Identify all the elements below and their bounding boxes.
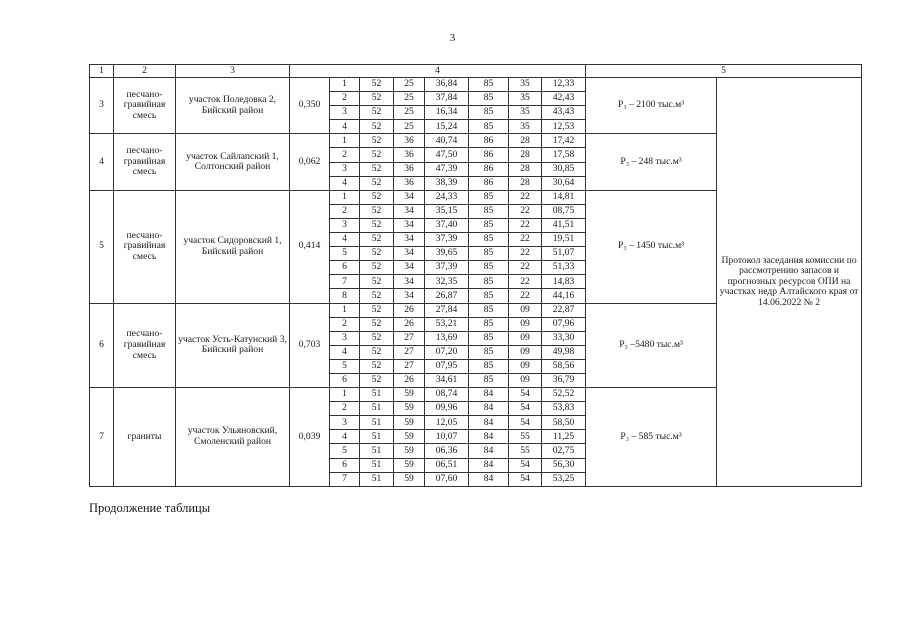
coordinate-cell: 25 [394, 120, 425, 134]
coordinate-cell: 37,84 [425, 92, 469, 106]
coordinate-cell: 85 [469, 359, 509, 373]
site-name: участок Поледовка 2, Бийский район [176, 78, 290, 134]
coordinate-cell: 1 [330, 190, 360, 204]
coordinate-cell: 09,96 [425, 402, 469, 416]
coordinate-cell: 26 [394, 317, 425, 331]
coordinate-cell: 53,25 [542, 472, 586, 486]
coordinate-cell: 52 [360, 162, 394, 176]
coordinate-cell: 19,51 [542, 233, 586, 247]
coordinate-cell: 84 [469, 388, 509, 402]
coordinate-cell: 52 [360, 176, 394, 190]
coordinate-cell: 06,51 [425, 458, 469, 472]
coordinate-cell: 84 [469, 458, 509, 472]
coordinate-cell: 28 [509, 162, 542, 176]
mineral-type: песчано-гравийная смесь [114, 303, 176, 388]
coordinate-cell: 47,50 [425, 148, 469, 162]
coordinate-cell: 53,83 [542, 402, 586, 416]
coordinate-cell: 37,40 [425, 218, 469, 232]
coordinate-cell: 51 [360, 430, 394, 444]
coordinate-cell: 39,65 [425, 247, 469, 261]
coordinate-cell: 13,69 [425, 331, 469, 345]
coordinate-cell: 85 [469, 261, 509, 275]
coordinate-cell: 34 [394, 275, 425, 289]
coordinate-cell: 85 [469, 289, 509, 303]
header-cell: 4 [290, 65, 586, 78]
coordinate-cell: 54 [509, 388, 542, 402]
coordinate-cell: 32,35 [425, 275, 469, 289]
coordinate-cell: 12,05 [425, 416, 469, 430]
coordinate-cell: 28 [509, 148, 542, 162]
coordinate-cell: 3 [330, 162, 360, 176]
coordinate-cell: 44,16 [542, 289, 586, 303]
site-name: участок Усть-Катунский 3, Бийский район [176, 303, 290, 388]
coordinate-cell: 12,53 [542, 120, 586, 134]
coordinate-cell: 22 [509, 218, 542, 232]
coordinate-cell: 09 [509, 303, 542, 317]
coordinate-cell: 6 [330, 261, 360, 275]
coordinate-cell: 1 [330, 303, 360, 317]
coordinate-cell: 28 [509, 176, 542, 190]
coordinate-cell: 37,39 [425, 261, 469, 275]
coordinate-cell: 85 [469, 345, 509, 359]
coordinate-cell: 24,33 [425, 190, 469, 204]
coordinate-cell: 42,43 [542, 92, 586, 106]
coordinate-cell: 5 [330, 444, 360, 458]
coordinate-cell: 7 [330, 472, 360, 486]
coordinate-cell: 86 [469, 148, 509, 162]
coordinate-cell: 86 [469, 162, 509, 176]
coordinate-cell: 59 [394, 458, 425, 472]
coordinate-cell: 1 [330, 388, 360, 402]
coordinate-cell: 26 [394, 303, 425, 317]
coordinate-cell: 55 [509, 444, 542, 458]
coordinate-cell: 07,60 [425, 472, 469, 486]
coordinate-cell: 37,39 [425, 233, 469, 247]
coordinate-cell: 52 [360, 190, 394, 204]
coordinate-cell: 2 [330, 148, 360, 162]
coordinate-cell: 36 [394, 176, 425, 190]
coordinate-cell: 14,81 [542, 190, 586, 204]
coordinate-cell: 36 [394, 134, 425, 148]
coordinate-cell: 85 [469, 106, 509, 120]
coordinate-cell: 52 [360, 247, 394, 261]
coordinate-cell: 51 [360, 388, 394, 402]
coordinate-cell: 84 [469, 472, 509, 486]
coordinate-cell: 3 [330, 331, 360, 345]
coordinate-cell: 30,64 [542, 176, 586, 190]
resource-estimate: P₃ – 1450 тыс.м³ [586, 190, 717, 303]
coordinate-cell: 26,87 [425, 289, 469, 303]
resources-table [89, 64, 862, 487]
coordinate-cell: 41,51 [542, 218, 586, 232]
coordinate-cell: 85 [469, 218, 509, 232]
coordinate-cell: 4 [330, 120, 360, 134]
coordinate-cell: 85 [469, 120, 509, 134]
coordinate-cell: 52 [360, 373, 394, 387]
coordinate-cell: 58,50 [542, 416, 586, 430]
coordinate-cell: 2 [330, 317, 360, 331]
coordinate-cell: 16,34 [425, 106, 469, 120]
coordinate-cell: 52 [360, 359, 394, 373]
coordinate-cell: 25 [394, 106, 425, 120]
coordinate-cell: 27 [394, 359, 425, 373]
coordinate-cell: 85 [469, 78, 509, 92]
coordinate-cell: 06,36 [425, 444, 469, 458]
coordinate-cell: 2 [330, 204, 360, 218]
coordinate-cell: 1 [330, 78, 360, 92]
coordinate-cell: 54 [509, 402, 542, 416]
coordinate-cell: 85 [469, 92, 509, 106]
coordinate-cell: 5 [330, 359, 360, 373]
coordinate-cell: 85 [469, 275, 509, 289]
coordinate-cell: 1 [330, 134, 360, 148]
coordinate-cell: 86 [469, 176, 509, 190]
coordinate-cell: 52 [360, 148, 394, 162]
coordinate-cell: 47,39 [425, 162, 469, 176]
coordinate-cell: 84 [469, 430, 509, 444]
coordinate-cell: 02,75 [542, 444, 586, 458]
coordinate-cell: 30,85 [542, 162, 586, 176]
coordinate-cell: 36 [394, 148, 425, 162]
coordinate-cell: 35,15 [425, 204, 469, 218]
coordinate-cell: 22 [509, 190, 542, 204]
continuation-note: Продолжение таблицы [89, 501, 211, 515]
coordinate-cell: 36,84 [425, 78, 469, 92]
header-cell: 2 [114, 65, 176, 78]
coordinate-cell: 08,75 [542, 204, 586, 218]
coordinate-cell: 07,96 [542, 317, 586, 331]
coordinate-cell: 4 [330, 176, 360, 190]
page-number: 3 [449, 32, 456, 44]
coordinate-cell: 35 [509, 106, 542, 120]
coordinate-cell: 56,30 [542, 458, 586, 472]
coordinate-cell: 59 [394, 430, 425, 444]
coordinate-cell: 84 [469, 416, 509, 430]
coordinate-cell: 35 [509, 78, 542, 92]
coordinate-cell: 34 [394, 289, 425, 303]
coordinate-cell: 52 [360, 92, 394, 106]
coordinate-cell: 09 [509, 317, 542, 331]
coordinate-cell: 55 [509, 430, 542, 444]
coordinate-cell: 3 [330, 218, 360, 232]
coordinate-cell: 52 [360, 275, 394, 289]
coordinate-cell: 36 [394, 162, 425, 176]
coordinate-cell: 07,20 [425, 345, 469, 359]
coordinate-cell: 4 [330, 233, 360, 247]
coordinate-cell: 34 [394, 204, 425, 218]
coordinate-cell: 52 [360, 331, 394, 345]
header-row [90, 65, 862, 78]
coordinate-cell: 22 [509, 261, 542, 275]
coordinate-cell: 28 [509, 134, 542, 148]
coordinate-cell: 52 [360, 345, 394, 359]
site-area: 0,350 [290, 78, 330, 134]
resource-estimate: P₃ – 585 тыс.м³ [586, 388, 717, 487]
site-area: 0,414 [290, 190, 330, 303]
site-area: 0,039 [290, 388, 330, 487]
group-number: 3 [90, 78, 114, 134]
coordinate-cell: 54 [509, 472, 542, 486]
coordinate-cell: 09 [509, 373, 542, 387]
coordinate-cell: 85 [469, 373, 509, 387]
coordinate-cell: 34 [394, 247, 425, 261]
coordinate-cell: 27 [394, 331, 425, 345]
coordinate-cell: 33,30 [542, 331, 586, 345]
coordinate-cell: 51 [360, 444, 394, 458]
coordinate-cell: 10,07 [425, 430, 469, 444]
coordinate-cell: 51,07 [542, 247, 586, 261]
coordinate-cell: 22 [509, 275, 542, 289]
coordinate-cell: 34 [394, 218, 425, 232]
coordinate-cell: 22 [509, 204, 542, 218]
coordinate-cell: 59 [394, 402, 425, 416]
coordinate-cell: 54 [509, 416, 542, 430]
coordinate-cell: 34 [394, 233, 425, 247]
resource-estimate: P₃ – 248 тыс.м³ [586, 134, 717, 190]
mineral-type: песчано-гравийная смесь [114, 190, 176, 303]
coordinate-cell: 34 [394, 190, 425, 204]
coordinate-cell: 22 [509, 247, 542, 261]
coordinate-cell: 85 [469, 303, 509, 317]
group-number: 5 [90, 190, 114, 303]
coordinate-cell: 59 [394, 416, 425, 430]
coordinate-cell: 51 [360, 458, 394, 472]
coordinate-cell: 22 [509, 289, 542, 303]
site-name: участок Ульяновский, Смоленский район [176, 388, 290, 487]
coordinate-cell: 2 [330, 92, 360, 106]
coordinate-cell: 25 [394, 92, 425, 106]
coordinate-cell: 34,61 [425, 373, 469, 387]
coordinate-cell: 4 [330, 345, 360, 359]
coordinate-cell: 52 [360, 289, 394, 303]
coordinate-cell: 15,24 [425, 120, 469, 134]
coordinate-cell: 14,83 [542, 275, 586, 289]
coordinate-cell: 35 [509, 92, 542, 106]
coordinate-cell: 52,52 [542, 388, 586, 402]
coordinate-cell: 26 [394, 373, 425, 387]
coordinate-cell: 40,74 [425, 134, 469, 148]
coordinate-cell: 6 [330, 458, 360, 472]
coordinate-cell: 08,74 [425, 388, 469, 402]
site-area: 0,703 [290, 303, 330, 388]
coordinate-cell: 17,58 [542, 148, 586, 162]
group-number: 6 [90, 303, 114, 388]
coordinate-cell: 85 [469, 317, 509, 331]
coordinate-cell: 35 [509, 120, 542, 134]
coordinate-cell: 59 [394, 472, 425, 486]
coordinate-cell: 86 [469, 134, 509, 148]
coordinate-cell: 85 [469, 204, 509, 218]
coordinate-cell: 09 [509, 331, 542, 345]
coordinate-cell: 6 [330, 373, 360, 387]
coordinate-cell: 7 [330, 275, 360, 289]
protocol-reference: Протокол заседания комиссии по рассмотрению запасов и прогнозных ресурсов ОПИ на участках недр Алтайского края от 14.06.2022 № 2 [717, 78, 862, 487]
coordinate-cell: 11,25 [542, 430, 586, 444]
coordinate-cell: 52 [360, 261, 394, 275]
coordinate-cell: 52 [360, 134, 394, 148]
coordinate-cell: 85 [469, 233, 509, 247]
coordinate-cell: 22,87 [542, 303, 586, 317]
site-name: участок Сайлапский 1, Солтонский район [176, 134, 290, 190]
coordinate-cell: 52 [360, 120, 394, 134]
header-cell: 3 [176, 65, 290, 78]
coordinate-cell: 12,33 [542, 78, 586, 92]
mineral-type: песчано-гравийная смесь [114, 134, 176, 190]
coordinate-cell: 27,84 [425, 303, 469, 317]
coordinate-cell: 09 [509, 345, 542, 359]
coordinate-cell: 52 [360, 317, 394, 331]
resource-estimate: P₃ –5480 тыс.м³ [586, 303, 717, 388]
coordinate-cell: 8 [330, 289, 360, 303]
coordinate-cell: 3 [330, 106, 360, 120]
coordinate-cell: 3 [330, 416, 360, 430]
coordinate-cell: 17,42 [542, 134, 586, 148]
coordinate-cell: 52 [360, 218, 394, 232]
coordinate-cell: 51 [360, 402, 394, 416]
coordinate-cell: 51 [360, 416, 394, 430]
coordinate-cell: 84 [469, 444, 509, 458]
coordinate-cell: 84 [469, 402, 509, 416]
coordinate-cell: 85 [469, 247, 509, 261]
group-number: 7 [90, 388, 114, 487]
coordinate-cell: 52 [360, 204, 394, 218]
coordinate-cell: 34 [394, 261, 425, 275]
coordinate-cell: 51,33 [542, 261, 586, 275]
coordinate-cell: 52 [360, 233, 394, 247]
site-area: 0,062 [290, 134, 330, 190]
coordinate-cell: 36,79 [542, 373, 586, 387]
coordinate-cell: 43,43 [542, 106, 586, 120]
coordinate-cell: 59 [394, 388, 425, 402]
coordinate-cell: 85 [469, 331, 509, 345]
coordinate-cell: 58,56 [542, 359, 586, 373]
header-cell: 1 [90, 65, 114, 78]
coordinate-cell: 52 [360, 78, 394, 92]
mineral-type: граниты [114, 388, 176, 487]
coordinate-cell: 2 [330, 402, 360, 416]
table-row [90, 78, 862, 92]
coordinate-cell: 53,21 [425, 317, 469, 331]
mineral-type: песчано-гравийная смесь [114, 78, 176, 134]
coordinate-cell: 4 [330, 430, 360, 444]
coordinate-cell: 59 [394, 444, 425, 458]
coordinate-cell: 52 [360, 106, 394, 120]
coordinate-cell: 54 [509, 458, 542, 472]
coordinate-cell: 51 [360, 472, 394, 486]
coordinate-cell: 27 [394, 345, 425, 359]
resource-estimate: P₃ – 2100 тыс.м³ [586, 78, 717, 134]
coordinate-cell: 52 [360, 303, 394, 317]
coordinate-cell: 22 [509, 233, 542, 247]
coordinate-cell: 5 [330, 247, 360, 261]
coordinate-cell: 49,98 [542, 345, 586, 359]
coordinate-cell: 38,39 [425, 176, 469, 190]
coordinate-cell: 85 [469, 190, 509, 204]
coordinate-cell: 09 [509, 359, 542, 373]
header-cell: 5 [586, 65, 862, 78]
coordinate-cell: 25 [394, 78, 425, 92]
group-number: 4 [90, 134, 114, 190]
coordinate-cell: 07,95 [425, 359, 469, 373]
site-name: участок Сидоровский 1, Бийский район [176, 190, 290, 303]
